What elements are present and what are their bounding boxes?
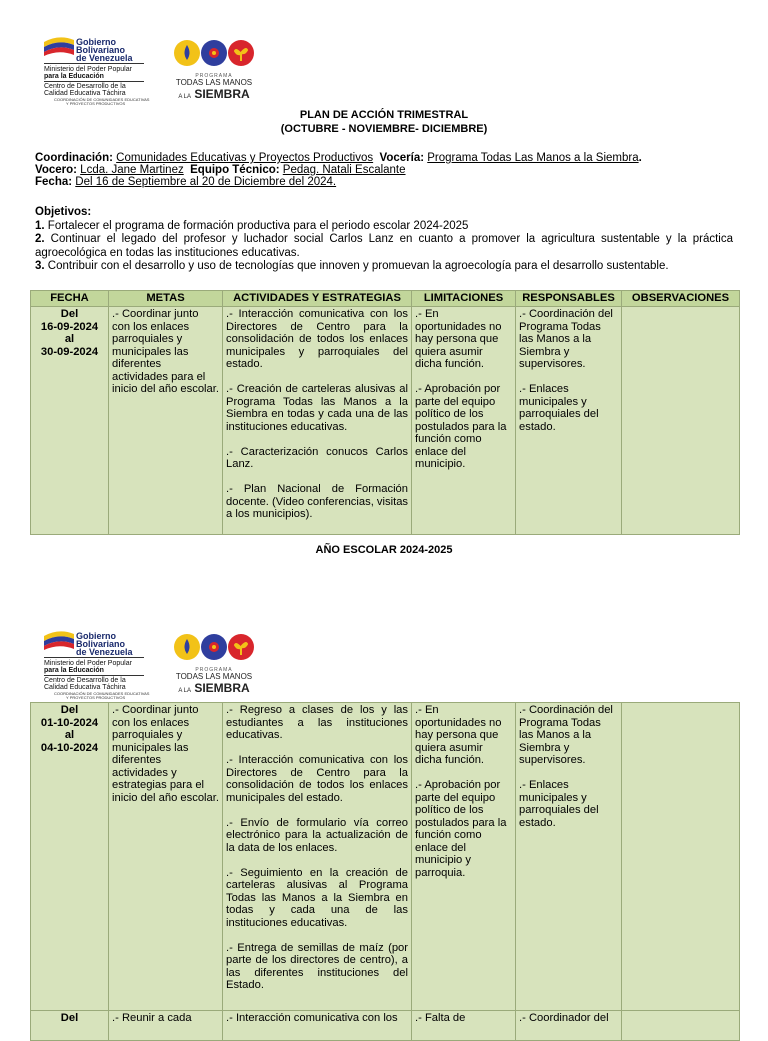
row2-metas: .- Coordinar junto con los enlaces parroquiales y municipales las diferentes actividades y estrategias para el inicio del año escolar.	[109, 703, 223, 1011]
header-observaciones: OBSERVACIONES	[622, 291, 740, 307]
drop-icon	[174, 40, 200, 66]
program-logo-middle: TODAS LAS MANOS	[175, 78, 253, 87]
ministry-line-2: para la Educación	[44, 667, 104, 674]
header-responsables: RESPONSABLES	[516, 291, 622, 307]
coordination-line: Coordinación: Comunidades Educativas y Proyectos Productivos Vocería: Programa Todas Las Manos a la Siembra.	[35, 152, 642, 164]
flower-icon	[201, 40, 227, 66]
row2-responsables: .- Coordinación del Programa Todas las Manos a la Siembra y supervisores. .- Enlaces municipales y parroquiales del estado.	[516, 703, 622, 1011]
sprout-icon	[228, 40, 254, 66]
row3-metas: .- Reunir a cada	[109, 1011, 223, 1041]
divider	[44, 675, 144, 676]
row1-actividades: .- Interacción comunicativa con los Directores de Centro para la consolidación de todos los enlaces municipales y parroquiales del estado. .- Creación de carteleras alusivas al Programa Todas las Manos a la Siembra en todas y cada una de las instituciones educativas. .- Caracterización conucos Carlos Lanz. .- Plan Nacional de Formación docente. (Video conferencias, visitas a los municipios).	[223, 307, 412, 535]
drop-icon	[174, 634, 200, 660]
table-row	[31, 307, 740, 535]
header-metas: METAS	[109, 291, 223, 307]
coord-tiny-2: Y PROYECTOS PRODUCTIVOS	[66, 101, 126, 106]
program-logo-bottom: A LA SIEMBRA	[178, 681, 250, 695]
venezuela-flag-icon	[44, 630, 74, 650]
divider	[44, 63, 144, 64]
row3-date: Del	[31, 1011, 109, 1041]
divider	[44, 657, 144, 658]
objectives: Objetivos: 1. Fortalecer el programa de formación productiva para el periodo escolar 2024-2025 2. Continuar el legado del profesor y luchador social Carlos Lanz en cuanto a promover la agricultura sustentable y la práctica agroecológica en todas las instituciones educativas. 3. Contribuir con el desarrollo y uso de tecnologías que innoven y promuevan la agroecología para el desarrollo sustentable.	[35, 206, 733, 272]
row3-responsables: .- Coordinador del	[516, 1011, 622, 1041]
ministry-line-1: Ministerio del Poder Popular	[44, 660, 132, 667]
gov-logo	[44, 36, 150, 106]
plan-table-1	[30, 290, 740, 535]
gov-logo	[44, 630, 150, 700]
program-logo	[170, 40, 258, 102]
row3-actividades: .- Interacción comunicativa con los	[223, 1011, 412, 1041]
row3-limitaciones: .- Falta de	[412, 1011, 516, 1041]
row2-limitaciones: .- En oportunidades no hay persona que quiera asumir dicha función. .- Aprobación por parte del equipo político de los postulados para la función como enlace del municipio y parroquia.	[412, 703, 516, 1011]
plan-table-2	[30, 702, 740, 1041]
table-row	[31, 1011, 740, 1041]
table-row	[31, 703, 740, 1011]
table-header-row	[31, 291, 740, 307]
program-logo-top: PROGRAMA	[195, 73, 233, 79]
ministry-line-1: Ministerio del Poder Popular	[44, 66, 132, 73]
venezuela-flag-icon	[44, 36, 74, 56]
row2-actividades: .- Regreso a clases de los y las estudiantes a las instituciones educativas. .- Interacción comunicativa con los Directores de Centro para la consolidación de todos los enlaces municipales del estado. .- Envío de formulario vía correo electrónico para la actualización de la data de los enlaces. .- Seguimiento en la creación de carteleras alusivas al Programa Todas las Manos a la Siembra en todas y cada una de las instituciones educativas. .- Entrega de semillas de maíz (por parte de los directores de centro), a las diferentes instituciones del Estado.	[223, 703, 412, 1011]
gov-logo-title: Gobierno Bolivariano de Venezuela	[76, 631, 133, 657]
center-line-2: Calidad Educativa Táchira	[44, 90, 126, 97]
program-logo-bottom: A LA SIEMBRA	[178, 87, 250, 101]
flower-icon	[201, 634, 227, 660]
date-line: Fecha: Del 16 de Septiembre al 20 de Diciembre del 2024.	[35, 176, 337, 188]
header-fecha: FECHA	[31, 291, 109, 307]
row1-responsables: .- Coordinación del Programa Todas las Manos a la Siembra y supervisores. .- Enlaces municipales y parroquiales del estado.	[516, 307, 622, 535]
vocero-line: Vocero: Lcda. Jane Martinez Equipo Técnico: Pedag. Natali Escalante	[35, 164, 406, 176]
gov-logo-title: Gobierno Bolivariano de Venezuela	[76, 37, 133, 63]
row1-metas: .- Coordinar junto con los enlaces parroquiales y municipales las diferentes actividades para el inicio del año escolar.	[109, 307, 223, 535]
doc-title: PLAN DE ACCIÓN TRIMESTRAL (OCTUBRE - NOVIEMBRE- DICIEMBRE)	[280, 109, 488, 135]
row2-date: Del 01-10-2024 al 04-10-2024	[31, 703, 109, 1011]
center-line-1: Centro de Desarrollo de la	[44, 677, 126, 684]
coord-tiny-2: Y PROYECTOS PRODUCTIVOS	[66, 695, 126, 700]
row1-date: Del 16-09-2024 al 30-09-2024	[31, 307, 109, 535]
header-actividades: ACTIVIDADES Y ESTRATEGIAS	[223, 291, 412, 307]
row1-limitaciones: .- En oportunidades no hay persona que quiera asumir dicha función. .- Aprobación por parte del equipo político de los postulados para la función como enlace del municipio.	[412, 307, 516, 535]
center-line-2: Calidad Educativa Táchira	[44, 684, 126, 691]
header-limitaciones: LIMITACIONES	[412, 291, 516, 307]
row2-observaciones	[622, 703, 740, 1011]
sprout-icon	[228, 634, 254, 660]
program-logo-top: PROGRAMA	[195, 667, 233, 673]
coord-tiny-1: COORDINACIÓN DE COMUNIDADES EDUCATIVAS	[54, 691, 150, 696]
program-logo	[170, 634, 258, 696]
row3-observaciones	[622, 1011, 740, 1041]
divider	[44, 81, 144, 82]
school-year-label: AÑO ESCOLAR 2024-2025	[315, 544, 453, 556]
coord-tiny-1: COORDINACIÓN DE COMUNIDADES EDUCATIVAS	[54, 97, 150, 102]
ministry-line-2: para la Educación	[44, 73, 104, 80]
row1-observaciones	[622, 307, 740, 535]
center-line-1: Centro de Desarrollo de la	[44, 83, 126, 90]
program-logo-middle: TODAS LAS MANOS	[175, 672, 253, 681]
